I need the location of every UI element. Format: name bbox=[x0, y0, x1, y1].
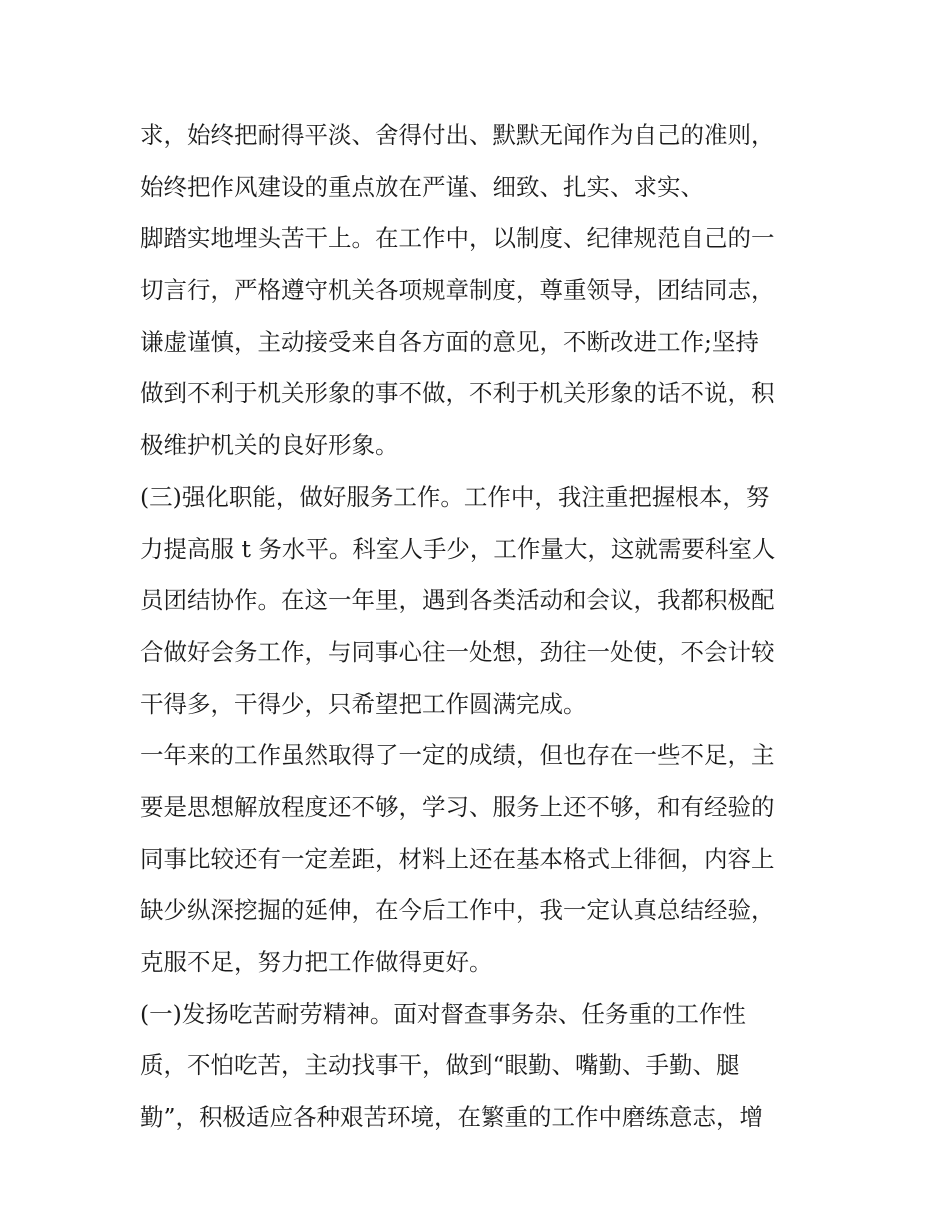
text-line-5: 谦虚谨慎，主动接受来自各方面的意见，不断改进工作;坚持 bbox=[140, 327, 759, 356]
text-line-4: 切言行，严格遵守机关各项规章制度，尊重领导，团结同志， bbox=[140, 276, 775, 305]
text-line-20: 勤”，积极适应各种艰苦环境，在繁重的工作中磨练意志，增 bbox=[140, 1103, 764, 1132]
text-line-9: 力提高服 t 务水平。科室人手少，工作量大，这就需要科室人 bbox=[140, 534, 776, 563]
text-line-13: 一年来的工作虽然取得了一定的成绩，但也存在一些不足，主 bbox=[140, 741, 775, 770]
text-line-18: (一)发扬吃苦耐劳精神。面对督查事务杂、任务重的工作性 bbox=[140, 999, 746, 1028]
text-line-14: 要是思想解放程度还不够，学习、服务上还不够，和有经验的 bbox=[140, 792, 775, 821]
text-line-17: 克服不足，努力把工作做得更好。 bbox=[140, 948, 493, 976]
text-line-7: 极维护机关的良好形象。 bbox=[140, 431, 399, 460]
text-line-3: 脚踏实地埋头苦干上。在工作中，以制度、纪律规范自己的一 bbox=[140, 224, 775, 253]
text-line-8: (三)强化职能，做好服务工作。工作中，我注重把握根本，努 bbox=[140, 482, 770, 511]
text-line-16: 缺少纵深挖掘的延伸，在今后工作中，我一定认真总结经验， bbox=[140, 896, 775, 925]
text-line-15: 同事比较还有一定差距，材料上还在基本格式上徘徊，内容上 bbox=[140, 844, 775, 873]
text-line-10: 员团结协作。在这一年里，遇到各类活动和会议，我都积极配 bbox=[140, 586, 775, 615]
text-line-19: 质，不怕吃苦，主动找事干，做到“眼勤、嘴勤、手勤、腿 bbox=[140, 1051, 740, 1080]
text-line-1: 求，始终把耐得平淡、舍得付出、默默无闻作为自己的准则， bbox=[140, 121, 775, 149]
text-line-11: 合做好会务工作，与同事心往一处想，劲往一处使，不会计较 bbox=[140, 637, 775, 666]
text-line-2: 始终把作风建设的重点放在严谨、细致、扎实、求实、 bbox=[140, 172, 704, 201]
document-body bbox=[140, 110, 820, 1144]
text-line-12: 干得多，干得少，只希望把工作圆满完成。 bbox=[140, 689, 587, 718]
text-line-6: 做到不利于机关形象的事不做，不利于机关形象的话不说，积 bbox=[140, 379, 775, 408]
